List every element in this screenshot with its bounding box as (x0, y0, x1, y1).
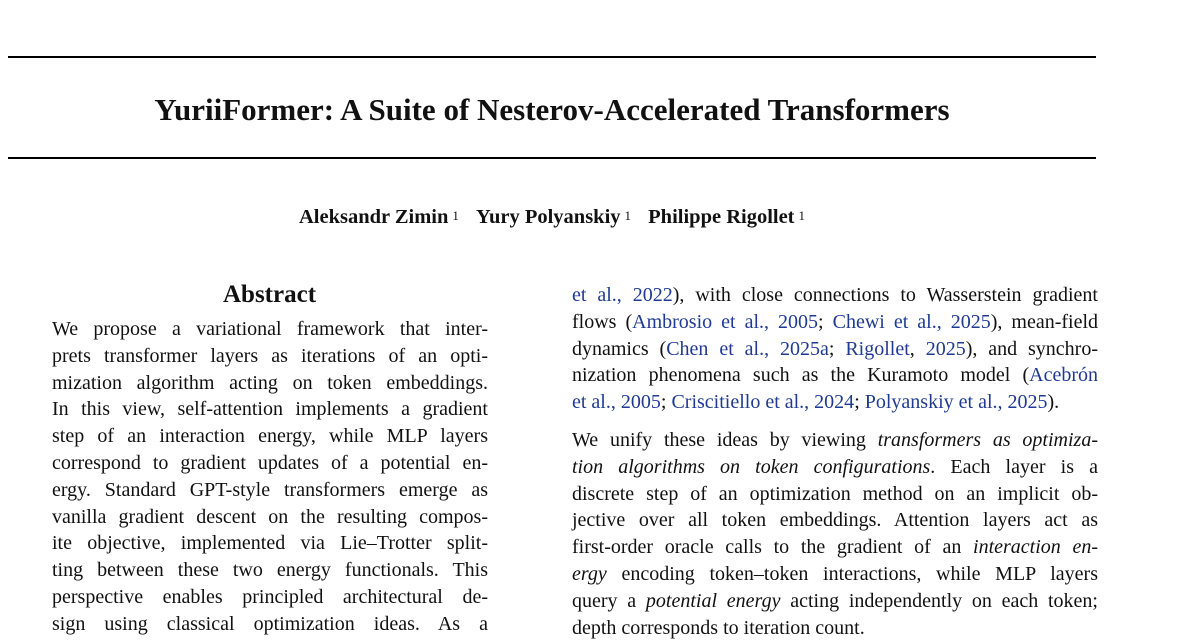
text-line: jective over all token embeddings. Attention layers act as (572, 509, 1098, 532)
text-run: . Each layer is a (930, 455, 1098, 478)
abstract-body (52, 316, 488, 638)
citation-link[interactable]: 2025 (925, 337, 966, 360)
abstract-line: vanilla gradient descent on the resulting compos- (52, 505, 488, 528)
text-run: ). (1047, 391, 1060, 414)
text-line: discrete step of an optimization method on an implicit ob- (572, 482, 1098, 505)
citation-link[interactable]: et al., 2022 (572, 284, 673, 306)
text-run: We unify these ideas by viewing (572, 428, 878, 451)
text-run: first-order oracle calls to the gradient of an (572, 536, 974, 559)
abstract-line: sign using classical optimization ideas. As a (52, 612, 488, 635)
text-line (572, 336, 1098, 363)
text-run: ; (828, 337, 846, 360)
abstract-line: ergy. Standard GPT-style transformers emerge as (52, 478, 488, 501)
author-name: Philippe Rigollet (648, 206, 795, 228)
text-line (572, 534, 1098, 561)
text-run: nization phenomena such as the Kuramoto model ( (572, 364, 1030, 387)
author-name: Yury Polyanskiy (476, 206, 621, 228)
abstract-line: correspond to gradient updates of a potential en- (52, 451, 488, 474)
citation-link[interactable]: Ambrosio et al., 2005 (632, 310, 819, 333)
text-line (572, 362, 1098, 389)
title-rule-bottom (8, 157, 1096, 159)
affiliation-mark: 1 (452, 208, 459, 223)
abstract-line: In this view, self-attention implements a gradient (52, 398, 488, 421)
text-run: ; (818, 310, 833, 333)
text-run: encoding token–token interactions, while MLP layers (606, 562, 1098, 585)
text-run: dynamics ( (572, 337, 667, 360)
abstract-line: prets transformer layers as iterations of an opti- (52, 344, 488, 367)
citation-link[interactable]: Rigollet (845, 337, 910, 360)
author-list (8, 203, 1096, 233)
affiliation-mark: 1 (624, 208, 632, 223)
affiliation-mark: 1 (798, 208, 806, 223)
author-name: Aleksandr Zimin (298, 206, 449, 228)
text-run: ; (854, 391, 865, 414)
emphasis-run: tion algorithms on token configurations (572, 455, 931, 478)
author (299, 203, 459, 233)
citation-link[interactable]: Chen et al., 2025a (666, 337, 829, 360)
abstract-line: We propose a variational framework that inter- (52, 318, 488, 340)
abstract-line: ting between these two energy functionals. This (52, 559, 488, 582)
text-run: ), and synchro- (965, 337, 1098, 360)
citation-link[interactable]: Acebrón (1029, 364, 1098, 387)
text-line (572, 588, 1098, 615)
emphasis-run: potential energy (645, 589, 781, 612)
abstract-line: ite objective, implemented via Lie–Trotter split- (52, 532, 488, 555)
emphasis-run: ergy (572, 562, 607, 585)
text-run: acting independently on each token; (780, 589, 1098, 612)
text-run: query a (572, 589, 646, 612)
citation-link[interactable]: Polyanskiy et al., 2025 (864, 391, 1048, 414)
text-line (572, 389, 1098, 416)
paper-title: YuriiFormer: A Suite of Nesterov-Accelerated Transformers (154, 92, 950, 127)
text-run: flows ( (572, 310, 633, 333)
citation-link[interactable]: et al., 2005 (572, 391, 661, 414)
abstract-heading: Abstract (222, 281, 317, 308)
text-line (572, 309, 1098, 336)
text-run: ), mean-field (990, 310, 1099, 333)
text-line (572, 454, 1098, 481)
text-line (572, 561, 1098, 588)
text-line (572, 282, 1098, 309)
text-run: ), with close connections to Wasserstein gradient (672, 284, 1098, 306)
abstract-line: step of an interaction energy, while MLP layers (52, 425, 488, 448)
text-line: depth corresponds to iteration count. (572, 616, 865, 639)
intro-paragraph-1 (572, 282, 1098, 416)
emphasis-run: interaction en- (973, 536, 1098, 559)
text-run: , (909, 337, 926, 360)
citation-link[interactable]: Criscitiello et al., 2024 (671, 391, 855, 414)
author (648, 203, 805, 233)
abstract-line: mization algorithm acting on token embeddings. (52, 371, 488, 394)
text-line (572, 427, 1098, 454)
author (476, 203, 631, 233)
text-run: ; (660, 391, 672, 414)
abstract-line: perspective enables principled architectural de- (52, 585, 488, 608)
intro-body (572, 282, 1098, 641)
intro-paragraph-2 (572, 427, 1098, 641)
title-rule-top (8, 56, 1096, 58)
citation-link[interactable]: Chewi et al., 2025 (832, 310, 991, 333)
emphasis-run: transformers as optimiza- (877, 428, 1098, 451)
